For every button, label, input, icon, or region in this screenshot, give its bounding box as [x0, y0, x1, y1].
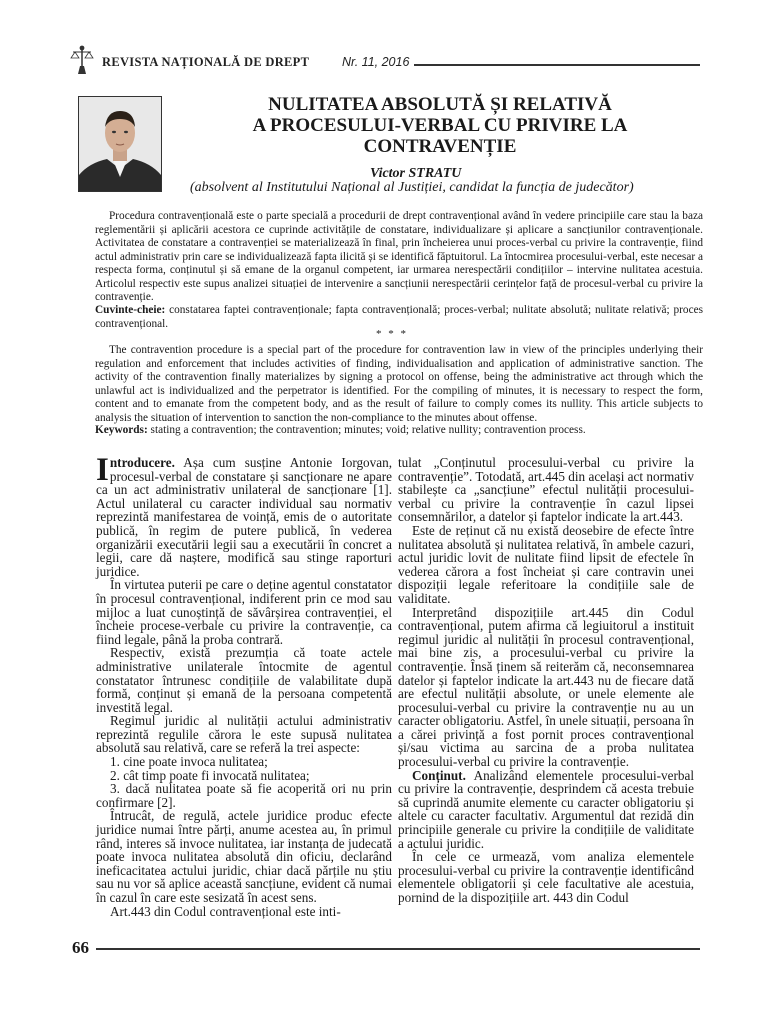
paragraph: Este de reținut că nu există deosebire de efecte între nulitatea absolută și nulitatea relativă, în ambele cazuri, actul juridic lovit de nulitate fiind lipsit de efectele în vederea cărora a fost încheiat și care contravin unei dispoziții legale referitoare la condițiile sale de validitate. [398, 522, 694, 606]
justice-statue-icon [70, 44, 94, 78]
issue-number: Nr. 11, 2016 [342, 55, 410, 69]
list-item: 3. dacă nulitatea poate să fie acoperită ori nu prin confirmare [2]. [96, 781, 392, 810]
section-heading: ntroducere. [109, 455, 175, 470]
section-heading: Conținut. [412, 767, 466, 783]
author-photo [78, 96, 162, 192]
footer-rule [96, 948, 700, 950]
paragraph: Respectiv, există prezumția că toate actele administrative unilaterale întocmite de agentul constatator întrunesc condițiile de valabilitate după formă, conținut și emană de la persoana competentă investită legal. [96, 645, 392, 715]
keywords-en-text: stating a contravention; the contravention; minutes; void; relative nullity; contravention process. [147, 424, 586, 436]
keywords-ro-text: constatarea faptei contravenționale; fapta contravențională; proces-verbal; nulitate absolută; nulitate relativă; proces contravențional. [95, 304, 703, 330]
list-item: 2. cât timp poate fi invocată nulitatea; [110, 767, 310, 783]
article-title [205, 94, 675, 157]
paragraph-text: Analizând elementele procesului-verbal cu privire la contravenție, desprindem că acesta trebuie să cuprindă anumite elemente cu caracter obligatoriu și altele cu caracter facultativ. Argumentul dat rezidă din principiile generale cu privire la condițiile de validitate a actului juridic. [398, 767, 694, 851]
journal-name: REVISTA NAȚIONALĂ DE DREPT [102, 55, 310, 69]
keywords-ro-label: Cuvinte-cheie: [95, 304, 166, 316]
paragraph: Întrucât, de regulă, actele juridice produc efecte juridice numai între părți, anume acestea au, în primul rând, interes să invoce nulitatea, iar instanța de judecată poate invoca nulitatea absolută din oficiu, declarând ineficacitatea actului juridic, chiar dacă părțile nu știu sau nu vor să aplice această sancțiune, evident că numai în cazul în care este sesizată în acest sens. [96, 808, 392, 905]
body-column-right [398, 456, 694, 905]
title-line: A PROCESULUI-VERBAL CU PRIVIRE LA [252, 115, 628, 136]
author-name: Victor STRATU [370, 166, 462, 181]
paragraph [398, 769, 694, 851]
paragraph: Regimul juridic al nulității actului administrativ reprezintă regulile cărora le este supusă nulitatea absolută sau relativă, care se referă la trei aspecte: [96, 713, 392, 756]
abstract-ro-text: Procedura contravențională este o parte specială a procedurii de drept contravențional având în vedere principiile care stau la baza reglementării și aplicării acestora ce cuprinde activitățile de constatare, individualizare și aplicare a sancțiunilor contravenționale. Activitatea de constatare a contravenției se materializează în final, prin încheierea unui proces-verbal cu privire la contravenție, fiind actul administrativ prin care se individualizează fapta ilicită și se identifică făptuitorul. La întocmirea procesului-verbal, este necesar a respecta forma, conținutul și să emane de la organul competent, iar urmarea nerespectării condițiilor – intervine nulitatea acestuia. Articolul respectiv este supus analizei situației de intervenire a sancțiunii nerespectării cerințelor față de procesul-verbal cu privire la contravenție. [95, 210, 703, 303]
abstract-en [95, 344, 703, 425]
abstract-en-text: The contravention procedure is a special part of the procedure for contravention law in view of the principles underlying their regulation and enforcement that includes activities of finding, individualisation and application of administrative sanction. The activity of the contravention finally materializes by signing a protocol on offense, being the administrative act through which the unlawful act is individualized and the perpetrator is identified. For the compiling of minutes, it is necessary to respect the form, content and to emanate from the competent body, and as the result of failure to comply comes its nullity. This article subjects to analysis the situation of intervention to sanction the non-compliance to the minutes about offense. [95, 344, 703, 424]
keywords-ro [95, 304, 703, 331]
paragraph: În cele ce urmează, vom analiza elementele procesului-verbal cu privire la contravenție identificând elementele obligatorii și cele facultative ale acestuia, pornind de la dispozițiile art. 443 din Codul [398, 849, 694, 905]
paragraph: tulat „Conținutul procesului-verbal cu privire la contravenție”. Totodată, art.445 din același act normativ stabilește ca „sancțiune” efectul nulității procesului-verbal cu privire la contravenție în cazul lipsei consemnărilor, a datelor și faptelor indicate la art.443. [398, 455, 694, 525]
list-item: 1. cine poate invoca nulitatea; [110, 754, 268, 770]
keywords-en [95, 424, 703, 438]
author-affiliation: (absolvent al Institutului Național al Justiției, candidat la funcția de judecător) [190, 180, 634, 195]
paragraph: Art.443 din Codul contravențional este inti- [110, 903, 341, 919]
keywords-en-label: Keywords: [95, 424, 148, 436]
paragraph: Interpretând dispozițiile art.445 din Codul contravențional, putem afirma că legiuitorul a instituit regimul juridic al nulității în procesul contravențional, mai bine zis, a procesului-verbal cu privire la contravenție. Însă ținem să reiterăm că, neconsemnarea datelor și faptelor indicate la art.443 nu de fiecare dată are efectul nulității absolute, or unele elemente ale procesului-verbal cu privire la contravenție nu au un caracter obligatoriu. Astfel, în unele situații, persoana în a cărei privință a fost pornit proces contravențional și/sau victima au sarcina de a proba nulitatea procesului-verbal cu privire la contravenție. [398, 604, 694, 770]
paragraph [96, 452, 392, 579]
drop-cap: I [96, 452, 109, 488]
title-line: CONTRAVENȚIE [363, 136, 517, 157]
abstract-ro [95, 210, 703, 305]
header-rule [414, 64, 700, 66]
paragraph-text: Așa cum susține Antonie Iorgovan, procesul-verbal de constatare și sancționare ne apare ca un act administrativ unilateral de sancționare [1]. Actul unilateral cu caracter individual sau normativ reprezintă manifestarea de voință, emis de o autoritate publică, în regim de putere publică, în vederea organizării executării legii sau a executării în concret a legii, care dă naștere, modifică sau stinge raporturi juridice. [96, 455, 392, 579]
title-line: NULITATEA ABSOLUTĂ ȘI RELATIVĂ [268, 94, 612, 115]
paragraph: În virtutea puterii pe care o deține agentul constatator în procesul contravențional, indiferent prin ce mod sau mijloc a luat cunoștință de săvârșirea contravenției, el încheie procese-verbale cu privire la contravenție, ca fiind legale, până la proba contrară. [96, 577, 392, 647]
section-separator: * * * [376, 328, 408, 340]
body-column-left [96, 452, 392, 919]
page-number: 66 [72, 938, 89, 957]
